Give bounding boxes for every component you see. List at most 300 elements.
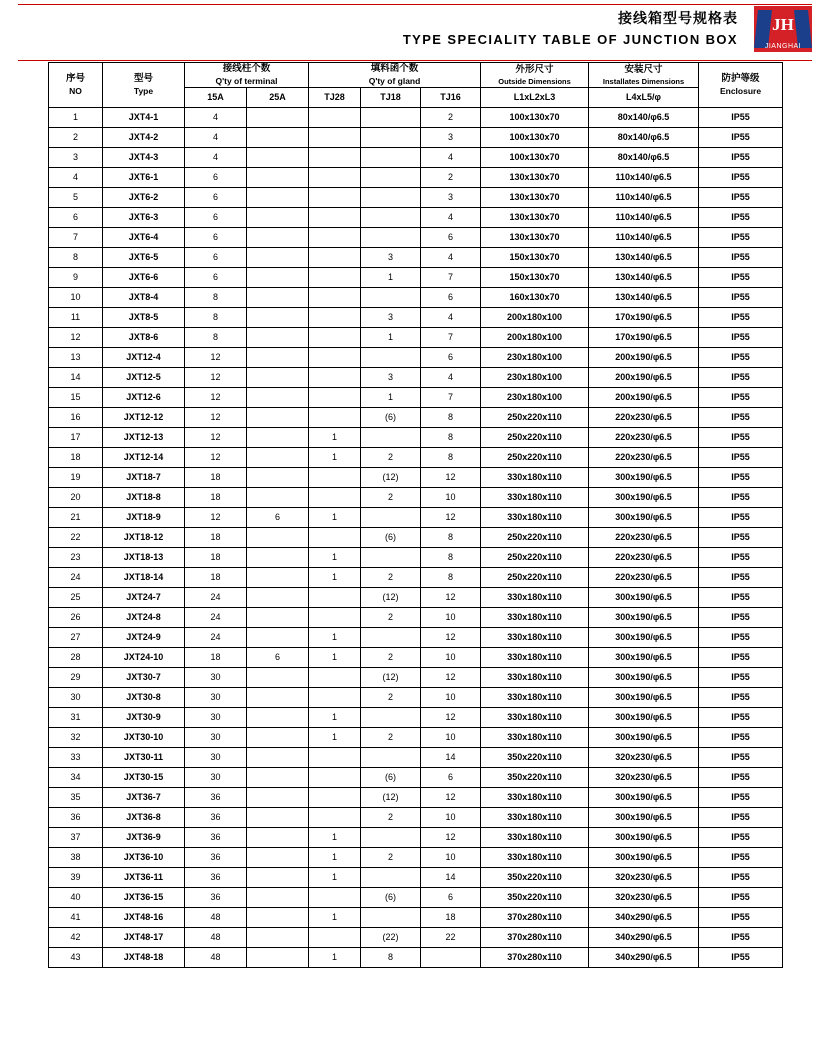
cell-outside-dimensions: 100x130x70 [481,108,589,128]
cell-installed-dimensions: 130x140/φ6.5 [589,248,699,268]
cell-gland-tj28: 1 [309,568,361,588]
cell-outside-dimensions: 200x180x100 [481,308,589,328]
cell-type: JXT8-4 [103,288,185,308]
header-row-group [49,63,783,88]
cell-gland-tj16: 2 [421,108,481,128]
cell-enclosure: IP55 [699,548,783,568]
cell-terminal-15a: 18 [185,548,247,568]
cell-terminal-25a [247,828,309,848]
cell-gland-tj18 [361,828,421,848]
cell-gland-tj16: 7 [421,268,481,288]
cell-terminal-25a [247,308,309,328]
cell-terminal-25a: 6 [247,648,309,668]
cell-outside-dimensions: 250x220x110 [481,568,589,588]
cell-terminal-25a [247,948,309,968]
cell-installed-dimensions: 80x140/φ6.5 [589,108,699,128]
cell-enclosure: IP55 [699,448,783,468]
cell-terminal-15a: 4 [185,128,247,148]
cell-gland-tj16: 22 [421,928,481,948]
cell-outside-dimensions: 160x130x70 [481,288,589,308]
cell-gland-tj16: 12 [421,788,481,808]
cell-terminal-15a: 6 [185,248,247,268]
table-row [49,568,783,588]
cell-gland-tj16: 6 [421,228,481,248]
cell-outside-dimensions: 230x180x100 [481,368,589,388]
title-block [403,8,738,50]
cell-enclosure: IP55 [699,308,783,328]
cell-type: JXT30-8 [103,688,185,708]
cell-outside-dimensions: 330x180x110 [481,468,589,488]
cell-gland-tj18: 2 [361,448,421,468]
cell-gland-tj28: 1 [309,448,361,468]
cell-terminal-25a [247,788,309,808]
cell-no: 5 [49,188,103,208]
table-row [49,328,783,348]
cell-terminal-25a [247,248,309,268]
cell-terminal-15a: 30 [185,728,247,748]
cell-gland-tj18: 2 [361,728,421,748]
table-row [49,208,783,228]
cell-gland-tj28: 1 [309,868,361,888]
cell-terminal-15a: 18 [185,528,247,548]
cell-no: 6 [49,208,103,228]
spec-table-wrapper [0,62,830,968]
cell-gland-tj16: 8 [421,428,481,448]
cell-gland-tj18: 1 [361,388,421,408]
page-title-cn: 接线箱型号规格表 [618,10,738,26]
table-row [49,148,783,168]
cell-no: 25 [49,588,103,608]
cell-gland-tj18 [361,348,421,368]
cell-terminal-25a [247,268,309,288]
table-row [49,848,783,868]
cell-gland-tj18: (6) [361,768,421,788]
table-row [49,648,783,668]
cell-enclosure: IP55 [699,888,783,908]
cell-installed-dimensions: 320x230/φ6.5 [589,868,699,888]
cell-type: JXT36-10 [103,848,185,868]
table-row [49,888,783,908]
cell-enclosure: IP55 [699,648,783,668]
cell-terminal-15a: 6 [185,188,247,208]
cell-no: 23 [49,548,103,568]
cell-gland-tj28 [309,488,361,508]
cell-terminal-25a [247,728,309,748]
cell-outside-dimensions: 250x220x110 [481,448,589,468]
cell-outside-dimensions: 330x180x110 [481,708,589,728]
cell-gland-tj16: 4 [421,368,481,388]
cell-terminal-25a [247,708,309,728]
cell-enclosure: IP55 [699,268,783,288]
cell-gland-tj16: 3 [421,128,481,148]
cell-type: JXT6-3 [103,208,185,228]
cell-no: 32 [49,728,103,748]
cell-outside-dimensions: 130x130x70 [481,168,589,188]
cell-gland-tj16: 7 [421,328,481,348]
logo-sub-text: JIANGHAI [764,43,802,50]
cell-enclosure: IP55 [699,928,783,948]
cell-gland-tj18: 2 [361,488,421,508]
header-rule-top [18,4,812,5]
cell-type: JXT30-9 [103,708,185,728]
logo-mark-text: JH [772,15,794,34]
cell-gland-tj16: 8 [421,548,481,568]
cell-no: 17 [49,428,103,448]
cell-enclosure: IP55 [699,508,783,528]
cell-installed-dimensions: 320x230/φ6.5 [589,748,699,768]
cell-installed-dimensions: 80x140/φ6.5 [589,148,699,168]
cell-outside-dimensions: 370x280x110 [481,948,589,968]
cell-type: JXT4-1 [103,108,185,128]
cell-gland-tj28 [309,388,361,408]
cell-gland-tj16: 14 [421,868,481,888]
cell-terminal-15a: 24 [185,608,247,628]
cell-no: 31 [49,708,103,728]
cell-installed-dimensions: 300x190/φ6.5 [589,848,699,868]
table-row [49,408,783,428]
cell-installed-dimensions: 220x230/φ6.5 [589,448,699,468]
cell-no: 22 [49,528,103,548]
cell-installed-dimensions: 170x190/φ6.5 [589,328,699,348]
cell-enclosure: IP55 [699,848,783,868]
table-row [49,748,783,768]
cell-outside-dimensions: 130x130x70 [481,228,589,248]
cell-gland-tj18 [361,168,421,188]
cell-installed-dimensions: 220x230/φ6.5 [589,548,699,568]
cell-type: JXT24-7 [103,588,185,608]
cell-type: JXT30-15 [103,768,185,788]
cell-outside-dimensions: 250x220x110 [481,428,589,448]
cell-gland-tj16: 4 [421,208,481,228]
cell-terminal-15a: 30 [185,708,247,728]
cell-gland-tj18 [361,188,421,208]
cell-enclosure: IP55 [699,188,783,208]
col-header-gland-cn: 填料函个数 [370,63,419,74]
cell-installed-dimensions: 170x190/φ6.5 [589,308,699,328]
cell-outside-dimensions: 350x220x110 [481,888,589,908]
cell-no: 7 [49,228,103,248]
cell-terminal-25a [247,328,309,348]
header-rule-bottom [18,60,812,61]
cell-gland-tj16: 12 [421,628,481,648]
cell-type: JXT8-6 [103,328,185,348]
cell-gland-tj28: 1 [309,908,361,928]
col-subheader-installed-dim: L4xL5/φ [589,88,699,108]
cell-installed-dimensions: 300x190/φ6.5 [589,608,699,628]
cell-installed-dimensions: 300x190/φ6.5 [589,488,699,508]
cell-gland-tj18: (6) [361,888,421,908]
cell-type: JXT12-12 [103,408,185,428]
col-header-installed [589,63,699,88]
cell-outside-dimensions: 350x220x110 [481,868,589,888]
cell-outside-dimensions: 330x180x110 [481,668,589,688]
cell-no: 36 [49,808,103,828]
cell-outside-dimensions: 130x130x70 [481,208,589,228]
col-subheader-15a: 15A [185,88,247,108]
table-row [49,448,783,468]
col-header-no-en: NO [69,86,82,96]
cell-type: JXT36-8 [103,808,185,828]
table-row [49,468,783,488]
cell-terminal-25a [247,608,309,628]
cell-installed-dimensions: 220x230/φ6.5 [589,428,699,448]
cell-gland-tj18 [361,708,421,728]
cell-type: JXT4-3 [103,148,185,168]
cell-enclosure: IP55 [699,948,783,968]
col-header-type [103,63,185,108]
cell-terminal-25a [247,208,309,228]
col-header-installed-cn: 安装尺寸 [624,63,663,75]
cell-terminal-25a [247,168,309,188]
cell-enclosure: IP55 [699,868,783,888]
cell-enclosure: IP55 [699,568,783,588]
table-row [49,388,783,408]
cell-outside-dimensions: 330x180x110 [481,648,589,668]
cell-terminal-25a [247,448,309,468]
cell-terminal-15a: 6 [185,268,247,288]
cell-enclosure: IP55 [699,748,783,768]
cell-terminal-15a: 36 [185,888,247,908]
cell-outside-dimensions: 250x220x110 [481,548,589,568]
cell-installed-dimensions: 300x190/φ6.5 [589,828,699,848]
cell-no: 35 [49,788,103,808]
table-row [49,308,783,328]
cell-terminal-25a [247,568,309,588]
table-row [49,428,783,448]
cell-gland-tj16: 10 [421,648,481,668]
cell-terminal-15a: 12 [185,408,247,428]
cell-gland-tj18 [361,208,421,228]
cell-gland-tj18: 2 [361,808,421,828]
cell-gland-tj16: 18 [421,908,481,928]
cell-outside-dimensions: 200x180x100 [481,328,589,348]
table-row [49,108,783,128]
table-row [49,728,783,748]
cell-installed-dimensions: 340x290/φ6.5 [589,948,699,968]
cell-terminal-15a: 30 [185,688,247,708]
cell-type: JXT24-10 [103,648,185,668]
spec-table [48,62,783,968]
cell-gland-tj18: (12) [361,788,421,808]
cell-type: JXT36-11 [103,868,185,888]
cell-gland-tj18: (22) [361,928,421,948]
cell-installed-dimensions: 200x190/φ6.5 [589,368,699,388]
cell-no: 15 [49,388,103,408]
col-subheader-25a: 25A [247,88,309,108]
cell-installed-dimensions: 220x230/φ6.5 [589,408,699,428]
cell-outside-dimensions: 330x180x110 [481,588,589,608]
table-row [49,488,783,508]
cell-enclosure: IP55 [699,228,783,248]
cell-gland-tj18 [361,508,421,528]
cell-type: JXT8-5 [103,308,185,328]
cell-outside-dimensions: 230x180x100 [481,348,589,368]
cell-gland-tj18: (6) [361,528,421,548]
cell-enclosure: IP55 [699,368,783,388]
cell-enclosure: IP55 [699,328,783,348]
cell-no: 41 [49,908,103,928]
cell-gland-tj18 [361,628,421,648]
cell-terminal-25a [247,768,309,788]
cell-terminal-25a [247,888,309,908]
cell-gland-tj28 [309,808,361,828]
cell-type: JXT18-9 [103,508,185,528]
cell-outside-dimensions: 330x180x110 [481,828,589,848]
cell-terminal-25a [247,348,309,368]
table-row [49,348,783,368]
cell-enclosure: IP55 [699,168,783,188]
cell-gland-tj18: (12) [361,588,421,608]
cell-terminal-15a: 8 [185,328,247,348]
cell-no: 33 [49,748,103,768]
cell-gland-tj18 [361,428,421,448]
cell-outside-dimensions: 350x220x110 [481,768,589,788]
cell-gland-tj28: 1 [309,708,361,728]
cell-gland-tj18: 1 [361,268,421,288]
cell-gland-tj18: 2 [361,848,421,868]
cell-no: 9 [49,268,103,288]
cell-gland-tj18: 3 [361,368,421,388]
cell-terminal-15a: 4 [185,148,247,168]
cell-terminal-15a: 48 [185,948,247,968]
col-header-outside-en: Outside Dimensions [498,76,571,86]
cell-enclosure: IP55 [699,288,783,308]
cell-gland-tj16: 6 [421,768,481,788]
table-row [49,528,783,548]
cell-enclosure: IP55 [699,788,783,808]
cell-gland-tj16: 8 [421,408,481,428]
cell-terminal-25a [247,628,309,648]
table-row [49,608,783,628]
cell-terminal-25a [247,108,309,128]
cell-enclosure: IP55 [699,768,783,788]
cell-type: JXT48-17 [103,928,185,948]
cell-outside-dimensions: 150x130x70 [481,268,589,288]
cell-type: JXT12-4 [103,348,185,368]
cell-type: JXT12-14 [103,448,185,468]
cell-outside-dimensions: 330x180x110 [481,608,589,628]
cell-type: JXT18-12 [103,528,185,548]
cell-outside-dimensions: 370x280x110 [481,908,589,928]
cell-no: 43 [49,948,103,968]
cell-type: JXT36-9 [103,828,185,848]
cell-terminal-25a [247,388,309,408]
cell-installed-dimensions: 300x190/φ6.5 [589,628,699,648]
cell-terminal-25a [247,488,309,508]
table-row [49,768,783,788]
cell-gland-tj18 [361,128,421,148]
cell-installed-dimensions: 80x140/φ6.5 [589,128,699,148]
cell-terminal-25a [247,588,309,608]
cell-enclosure: IP55 [699,128,783,148]
cell-enclosure: IP55 [699,808,783,828]
cell-type: JXT18-13 [103,548,185,568]
cell-outside-dimensions: 350x220x110 [481,748,589,768]
page-title-en: TYPE SPECIALITY TABLE OF JUNCTION BOX [402,32,738,47]
cell-gland-tj28: 1 [309,648,361,668]
cell-gland-tj16: 3 [421,188,481,208]
col-header-enclosure-cn: 防护等级 [721,73,760,84]
cell-gland-tj18 [361,108,421,128]
cell-outside-dimensions: 330x180x110 [481,808,589,828]
cell-gland-tj28 [309,148,361,168]
cell-type: JXT48-18 [103,948,185,968]
table-row [49,128,783,148]
cell-installed-dimensions: 320x230/φ6.5 [589,888,699,908]
cell-installed-dimensions: 300x190/φ6.5 [589,668,699,688]
cell-gland-tj28 [309,128,361,148]
cell-terminal-25a [247,748,309,768]
cell-enclosure: IP55 [699,728,783,748]
col-header-type-cn: 型号 [133,73,153,84]
cell-terminal-15a: 24 [185,628,247,648]
cell-installed-dimensions: 300x190/φ6.5 [589,508,699,528]
cell-gland-tj28 [309,308,361,328]
cell-installed-dimensions: 340x290/φ6.5 [589,908,699,928]
company-logo [754,6,812,52]
cell-terminal-15a: 18 [185,648,247,668]
cell-gland-tj18: 3 [361,308,421,328]
cell-gland-tj16: 10 [421,688,481,708]
cell-gland-tj16: 12 [421,668,481,688]
cell-installed-dimensions: 130x140/φ6.5 [589,268,699,288]
table-row [49,268,783,288]
cell-type: JXT36-7 [103,788,185,808]
col-header-no [49,63,103,108]
cell-installed-dimensions: 110x140/φ6.5 [589,168,699,188]
cell-enclosure: IP55 [699,468,783,488]
cell-no: 21 [49,508,103,528]
cell-gland-tj28: 1 [309,948,361,968]
cell-outside-dimensions: 330x180x110 [481,628,589,648]
cell-installed-dimensions: 300x190/φ6.5 [589,688,699,708]
cell-gland-tj28 [309,768,361,788]
cell-gland-tj28: 1 [309,548,361,568]
cell-gland-tj28 [309,528,361,548]
cell-outside-dimensions: 150x130x70 [481,248,589,268]
cell-gland-tj28 [309,288,361,308]
cell-outside-dimensions: 370x280x110 [481,928,589,948]
table-row [49,948,783,968]
cell-gland-tj18: 2 [361,688,421,708]
cell-gland-tj28 [309,208,361,228]
cell-gland-tj18: (12) [361,468,421,488]
cell-enclosure: IP55 [699,248,783,268]
table-row [49,808,783,828]
cell-terminal-15a: 6 [185,228,247,248]
cell-terminal-15a: 36 [185,868,247,888]
cell-gland-tj28 [309,928,361,948]
cell-enclosure: IP55 [699,108,783,128]
cell-terminal-15a: 48 [185,908,247,928]
table-row [49,708,783,728]
table-row [49,828,783,848]
cell-terminal-25a [247,288,309,308]
cell-gland-tj16: 12 [421,708,481,728]
table-row [49,928,783,948]
cell-enclosure: IP55 [699,388,783,408]
table-row [49,548,783,568]
cell-enclosure: IP55 [699,528,783,548]
cell-installed-dimensions: 300x190/φ6.5 [589,588,699,608]
cell-no: 24 [49,568,103,588]
cell-type: JXT18-14 [103,568,185,588]
col-header-installed-en: Installates Dimensions [602,76,685,86]
col-header-no-cn: 序号 [65,73,85,84]
cell-installed-dimensions: 300x190/φ6.5 [589,468,699,488]
cell-type: JXT12-13 [103,428,185,448]
cell-gland-tj18: 2 [361,648,421,668]
